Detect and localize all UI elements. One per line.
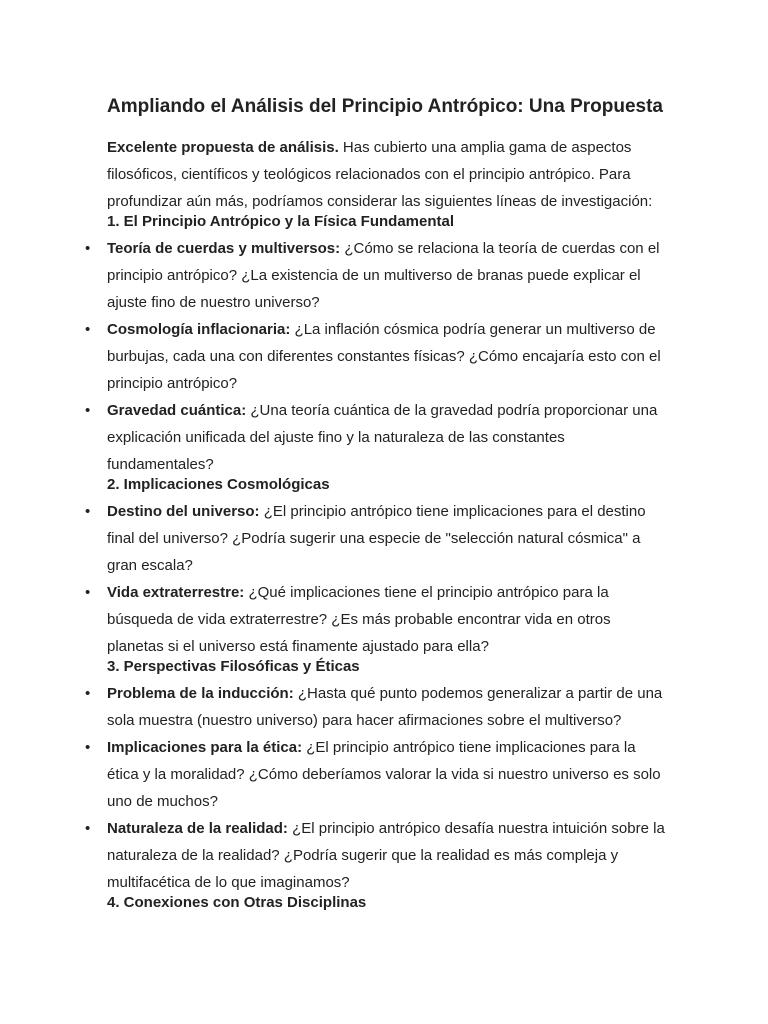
item-term: Gravedad cuántica: bbox=[107, 402, 247, 419]
bullet-icon: • bbox=[85, 321, 91, 338]
list-item bbox=[85, 680, 667, 734]
item-text: ¿Hasta qué punto podemos generalizar a partir de una sola muestra (nuestro universo) para hacer afirmaciones sobre el multiverso? bbox=[107, 685, 663, 729]
item-term: Problema de la inducción: bbox=[107, 685, 294, 702]
item-text: ¿Una teoría cuántica de la gravedad podría proporcionar una explicación unificada del ajuste fino y la naturaleza de las constantes fundamentales? bbox=[107, 402, 658, 473]
section-list-1 bbox=[85, 235, 667, 478]
bullet-icon: • bbox=[85, 739, 91, 756]
intro-text: Has cubierto una amplia gama de aspectos filosóficos, científicos y teológicos relacionados con el principio antrópico. Para profundizar aún más, podríamos considerar las siguientes líneas de investigación: bbox=[107, 139, 653, 210]
list-item bbox=[85, 397, 667, 478]
bullet-icon: • bbox=[85, 240, 91, 257]
item-term: Teoría de cuerdas y multiversos: bbox=[107, 240, 341, 257]
item-term: Naturaleza de la realidad: bbox=[107, 820, 288, 837]
list-item bbox=[85, 316, 667, 397]
list-item bbox=[85, 815, 667, 896]
item-term: Cosmología inflacionaria: bbox=[107, 321, 291, 338]
list-item bbox=[85, 579, 667, 660]
document-title: Ampliando el Análisis del Principio Antrópico: Una Propuesta bbox=[107, 96, 664, 117]
section-heading-4: 4. Conexiones con Otras Disciplinas bbox=[107, 894, 367, 911]
document-page bbox=[85, 92, 667, 916]
list-item bbox=[85, 235, 667, 316]
list-item bbox=[85, 498, 667, 579]
intro-paragraph bbox=[107, 134, 667, 215]
item-term: Vida extraterrestre: bbox=[107, 584, 245, 601]
item-text: ¿La inflación cósmica podría generar un multiverso de burbujas, cada una con diferentes constantes físicas? ¿Cómo encajaría esto con el principio antrópico? bbox=[107, 321, 661, 392]
section-heading-1: 1. El Principio Antrópico y la Física Fundamental bbox=[107, 213, 455, 230]
item-text: ¿El principio antrópico tiene implicaciones para el destino final del universo? ¿Podría sugerir una especie de "selección natural cósmica" a gran escala? bbox=[107, 503, 646, 574]
bullet-icon: • bbox=[85, 503, 91, 520]
bullet-icon: • bbox=[85, 584, 91, 601]
bullet-icon: • bbox=[85, 402, 91, 419]
item-text: ¿Qué implicaciones tiene el principio antrópico para la búsqueda de vida extraterrestre? ¿Es más probable encontrar vida en otros planetas si el universo está finamente ajustado para ella? bbox=[107, 584, 611, 655]
bullet-icon: • bbox=[85, 820, 91, 837]
section-heading-2: 2. Implicaciones Cosmológicas bbox=[107, 476, 330, 493]
section-list-2 bbox=[85, 498, 667, 660]
section-heading-3: 3. Perspectivas Filosóficas y Éticas bbox=[107, 658, 360, 675]
item-text: ¿El principio antrópico desafía nuestra intuición sobre la naturaleza de la realidad? ¿Podría sugerir que la realidad es más compleja y multifacética de lo que imaginamos? bbox=[107, 820, 665, 891]
item-text: ¿Cómo se relaciona la teoría de cuerdas con el principio antrópico? ¿La existencia de un multiverso de branas puede explicar el ajuste fino de nuestro universo? bbox=[107, 240, 660, 311]
list-item bbox=[85, 734, 667, 815]
item-text: ¿El principio antrópico tiene implicaciones para la ética y la moralidad? ¿Cómo deberíamos valorar la vida si nuestro universo es solo uno de muchos? bbox=[107, 739, 661, 810]
item-term: Destino del universo: bbox=[107, 503, 260, 520]
item-term: Implicaciones para la ética: bbox=[107, 739, 303, 756]
intro-lead: Excelente propuesta de análisis. bbox=[107, 139, 339, 156]
section-list-3 bbox=[85, 680, 667, 896]
bullet-icon: • bbox=[85, 685, 91, 702]
